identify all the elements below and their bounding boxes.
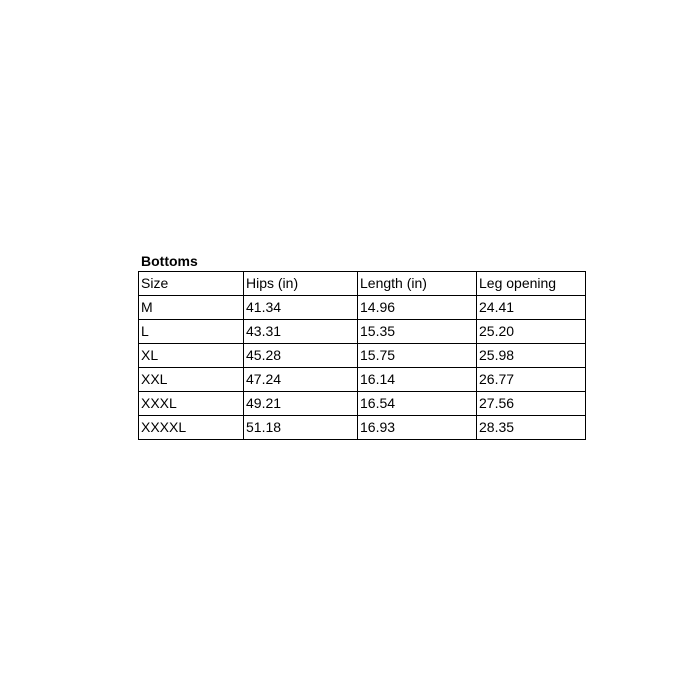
- leg-opening-cell: 26.77: [477, 368, 586, 392]
- header-row: [139, 272, 586, 296]
- hips-cell: 47.24: [244, 368, 358, 392]
- length-cell: 15.35: [358, 320, 477, 344]
- length-cell: 16.54: [358, 392, 477, 416]
- hips-cell: 41.34: [244, 296, 358, 320]
- size-cell: XL: [139, 344, 244, 368]
- size-cell: XXXXL: [139, 416, 244, 440]
- table-row: [139, 296, 586, 320]
- length-cell: 15.75: [358, 344, 477, 368]
- size-cell: XXL: [139, 368, 244, 392]
- table-row: [139, 368, 586, 392]
- size-cell: L: [139, 320, 244, 344]
- hips-cell: 51.18: [244, 416, 358, 440]
- leg-opening-cell: 24.41: [477, 296, 586, 320]
- length-cell: 16.93: [358, 416, 477, 440]
- table-row: [139, 392, 586, 416]
- leg-opening-cell: 25.20: [477, 320, 586, 344]
- leg-opening-cell: 27.56: [477, 392, 586, 416]
- chart-title: Bottoms: [141, 253, 198, 269]
- header-cell-length: Length (in): [358, 272, 477, 296]
- leg-opening-cell: 28.35: [477, 416, 586, 440]
- length-cell: 16.14: [358, 368, 477, 392]
- size-chart: [138, 252, 586, 440]
- size-cell: M: [139, 296, 244, 320]
- header-cell-leg-opening: Leg opening: [477, 272, 586, 296]
- size-table: [138, 271, 586, 440]
- hips-cell: 49.21: [244, 392, 358, 416]
- leg-opening-cell: 25.98: [477, 344, 586, 368]
- header-cell-hips: Hips (in): [244, 272, 358, 296]
- size-cell: XXXL: [139, 392, 244, 416]
- hips-cell: 43.31: [244, 320, 358, 344]
- table-row: [139, 416, 586, 440]
- header-cell-size: Size: [139, 272, 244, 296]
- table-row: [139, 320, 586, 344]
- hips-cell: 45.28: [244, 344, 358, 368]
- length-cell: 14.96: [358, 296, 477, 320]
- table-row: [139, 344, 586, 368]
